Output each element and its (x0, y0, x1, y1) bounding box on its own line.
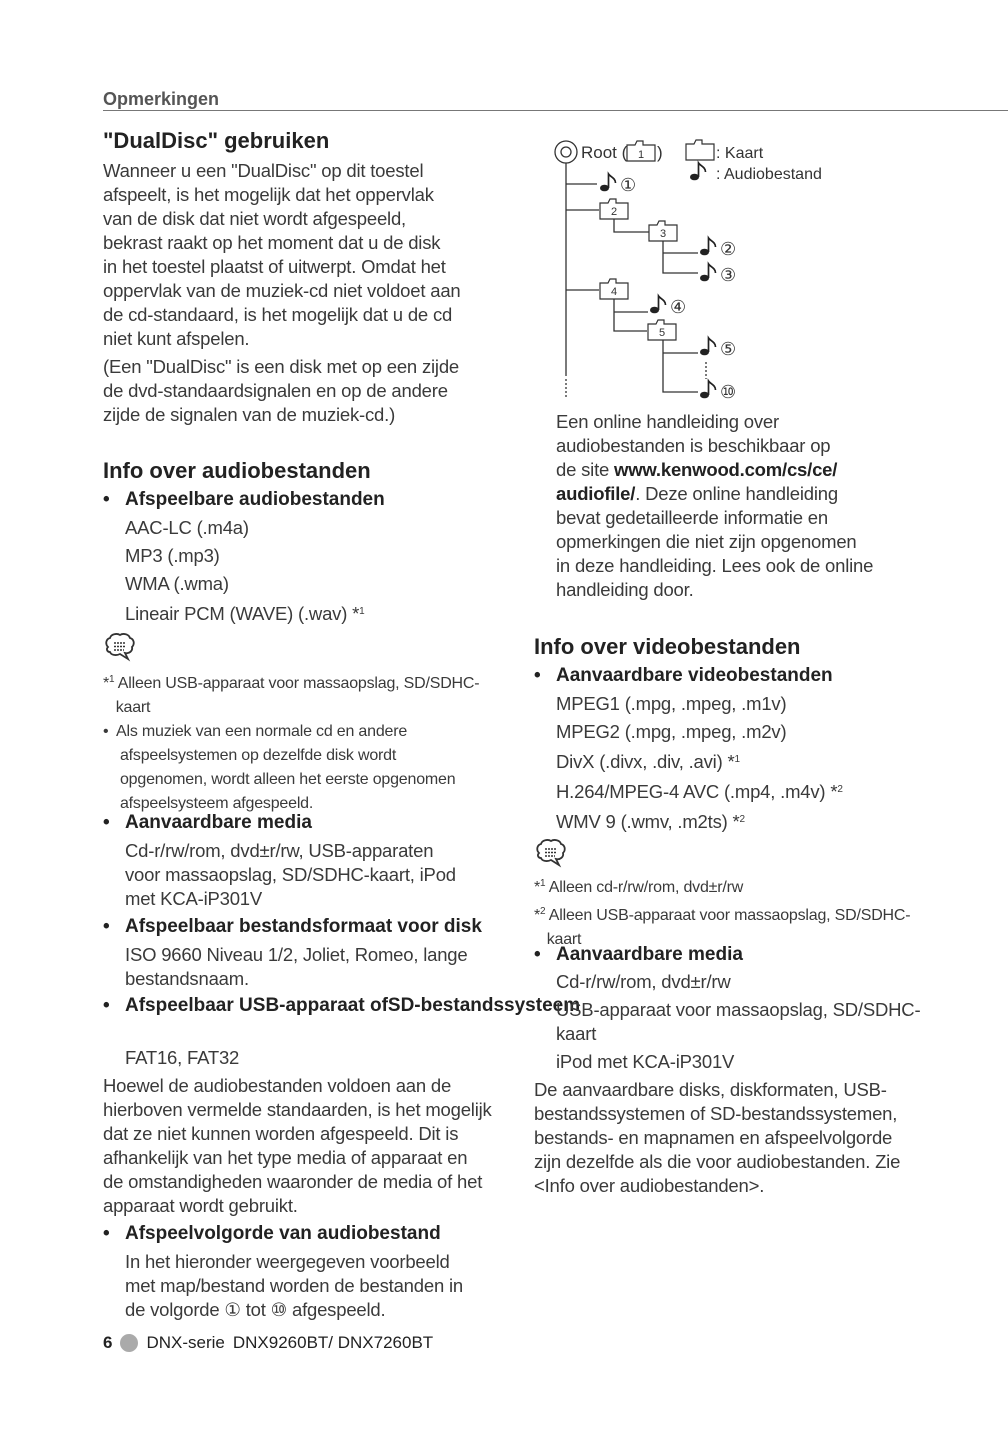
text-segment: DivX (.divx, .div, .avi) * (556, 751, 735, 772)
page-number: 6 (103, 1333, 113, 1352)
video-media-line3 (556, 1050, 734, 1074)
text-line: oppervlak van de muziek-cd niet voldoet aan (103, 280, 461, 301)
video-format-list (556, 690, 843, 836)
bold-text: www.kenwood.com/cs/ce/ (614, 459, 838, 480)
text-segment: * (534, 907, 541, 924)
bullet-label: Afspeelvolgorde van audiobestand (125, 1223, 441, 1244)
footnote-marker: 1 (109, 674, 115, 685)
text-segment: WMV 9 (.wmv, .m2ts) * (556, 811, 740, 832)
bullet-label (103, 995, 581, 1016)
text-line (556, 746, 843, 776)
footnote-marker: 2 (739, 814, 745, 825)
text-segment: * (103, 675, 110, 692)
tree-file-label: ② (720, 239, 737, 259)
usb-filesystem-text (125, 1046, 239, 1070)
text-line: MPEG2 (.mpg, .mpeg, .m2v) (556, 721, 787, 742)
footnote-marker: 2 (837, 784, 843, 795)
section-header: Opmerkingen (103, 89, 220, 109)
text-line: FAT16, FAT32 (125, 1047, 240, 1068)
tree-folder-label: 1 (637, 149, 645, 161)
legend-folder-icon (686, 140, 714, 160)
text-line: Hoewel de audiobestanden voldoen aan de (103, 1075, 452, 1096)
text-line: bestands- en mapnamen en afspeelvolgorde (534, 1127, 893, 1148)
text-line: de volgorde ① tot ⑩ afgespeeld. (125, 1299, 386, 1320)
footer-circle-icon (120, 1334, 138, 1352)
footer-models: DNX9260BT/ DNX7260BT (232, 1333, 434, 1352)
text-line: de cd-standaard, is het mogelijk dat u de cd (103, 304, 453, 325)
text-line (103, 668, 479, 696)
video-compatibility-paragraph (534, 1078, 900, 1198)
text-line (534, 872, 910, 900)
bullet-playback-order: • Afspeelvolgorde van audiobestand (103, 1223, 441, 1244)
tree-folder-label: 4 (610, 286, 618, 298)
bullet-label: Afspeelbaar bestandsformaat voor disk (125, 916, 482, 937)
bullet-video-media: • Aanvaardbare media (534, 944, 743, 965)
heading-dualdisc: "DualDisc" gebruiken (103, 128, 330, 153)
text-line (556, 806, 843, 836)
text-line: WMA (.wma) (125, 573, 229, 594)
text-line: Een online handleiding over (556, 411, 779, 432)
bullet-label: Aanvaardbare media (556, 944, 743, 965)
footnote-marker: 2 (540, 906, 546, 917)
heading-audio-info: Info over audiobestanden (103, 458, 371, 483)
text-line: MPEG1 (.mpg, .mpeg, .m1v) (556, 693, 787, 714)
text-line: bestandssystemen of SD-bestandssystemen, (534, 1103, 898, 1124)
text-line: kaart (534, 931, 582, 948)
text-line (556, 776, 843, 806)
video-notes (534, 872, 910, 952)
text-line: Cd-r/rw/rom, dvd±r/rw (556, 971, 731, 992)
text-line: MP3 (.mp3) (125, 545, 220, 566)
legend-file-label: : Audiobestand (716, 166, 822, 183)
text-line: zijn dezelfde als die voor audiobestanden. Zie (534, 1151, 901, 1172)
tree-folder-label: 3 (659, 228, 667, 240)
tree-root-close: ) (657, 143, 663, 162)
legend-file-icon (690, 163, 706, 180)
text-line: zijde de signalen van de muziek-cd.) (103, 404, 396, 425)
bullet-label: Afspeelbare audiobestanden (125, 489, 385, 510)
text-line: afspeelsysteem afgespeeld. (103, 795, 314, 812)
text-segment: . Deze online handleiding (635, 483, 838, 504)
text-line: hierboven vermelde standaarden, is het mogelijk (103, 1099, 492, 1120)
text-line: kaart (103, 699, 151, 716)
text-line (125, 598, 364, 628)
text-line: bestandsnaam. (125, 968, 249, 989)
note-speech-icon (103, 632, 137, 664)
audio-compatibility-paragraph (103, 1074, 492, 1218)
note-speech-icon (534, 838, 568, 870)
bullet-disk-format: • Afspeelbaar bestandsformaat voor disk (103, 916, 482, 937)
footnote-marker: 1 (540, 878, 546, 889)
tree-file-label: ③ (720, 265, 737, 285)
text-line: audiobestanden is beschikbaar op (556, 435, 831, 456)
text-line: Wanneer u een "DualDisc" op dit toestel (103, 160, 424, 181)
text-line: USB-apparaat voor massaopslag, SD/SDHC- (556, 999, 921, 1020)
text-line: AAC-LC (.m4a) (125, 517, 249, 538)
text-line: de dvd-standaardsignalen en op de andere (103, 380, 448, 401)
text-line: In het hieronder weergegeven voorbeeld (125, 1251, 450, 1272)
bullet-usb-filesystem: • Afspeelbaar USB-apparaat ofSD-bestandssysteem (103, 995, 581, 1016)
text-line: niet kunt afspelen. (103, 328, 250, 349)
text-line: iPod met KCA-iP301V (556, 1051, 735, 1072)
disk-format-text (125, 943, 467, 991)
text-line (556, 482, 873, 506)
audio-format-list (125, 514, 364, 628)
text-line: Afspeelbaar USB-apparaat of (125, 995, 388, 1016)
text-line: met KCA-iP301V (125, 888, 263, 909)
text-segment: Lineair PCM (WAVE) (.wav) * (125, 603, 360, 624)
bullet-video-files: • Aanvaardbare videobestanden (534, 665, 833, 686)
text-line: van de disk dat niet wordt afgespeeld, (103, 208, 406, 229)
bold-text: audiofile/ (556, 483, 636, 504)
text-line: <Info over audiobestanden>. (534, 1175, 765, 1196)
online-manual-paragraph (556, 410, 873, 602)
text-segment: de site (556, 459, 615, 480)
tree-file-label: ① (620, 175, 637, 195)
text-segment: H.264/MPEG-4 AVC (.mp4, .m4v) * (556, 781, 838, 802)
text-line: opmerkingen die niet zijn opgenomen (556, 531, 857, 552)
video-media-line2 (556, 998, 920, 1046)
text-line: De aanvaardbare disks, diskformaten, USB- (534, 1079, 887, 1100)
tree-file-label: ④ (670, 297, 687, 317)
text-line: afhankelijk van het type media of apparaat en (103, 1147, 468, 1168)
bullet-label: Aanvaardbare videobestanden (556, 665, 833, 686)
text-line: bevat gedetailleerde informatie en (556, 507, 828, 528)
text-line (534, 900, 910, 928)
text-segment: * (534, 879, 541, 896)
bullet-playable-audio: • Afspeelbare audiobestanden (103, 489, 385, 510)
tree-folder-label: 2 (610, 206, 618, 218)
tree-folder-label: 5 (658, 327, 666, 339)
playback-order-text (125, 1250, 463, 1322)
dualdisc-paragraph (103, 159, 461, 351)
heading-video-info: Info over videobestanden (534, 634, 801, 659)
text-line: apparaat wordt gebruikt. (103, 1195, 298, 1216)
text-line: kaart (556, 1023, 597, 1044)
text-line: ISO 9660 Niveau 1/2, Joliet, Romeo, lange (125, 944, 468, 965)
audio-notes (103, 668, 479, 816)
header-rule (103, 110, 1008, 111)
text-segment: Alleen cd-r/rw/rom, dvd±r/rw (545, 879, 744, 896)
text-line: in het toestel plaatst of uitwerpt. Omdat het (103, 256, 446, 277)
page-footer (103, 1333, 433, 1353)
video-media-line1 (556, 970, 731, 994)
tree-root-label: Root ( (581, 143, 628, 162)
text-line: in deze handleiding. Lees ook de online (556, 555, 874, 576)
text-line: afspeelt, is het mogelijk dat het oppervlak (103, 184, 434, 205)
text-line: opgenomen, wordt alleen het eerste opgenomen (103, 771, 456, 788)
folder-tree-diagram (540, 130, 860, 405)
text-line: • Als muziek van een normale cd en andere (103, 723, 408, 740)
text-line: bekrast raakt op het moment dat u de disk (103, 232, 441, 253)
tree-file-label: ⑩ (720, 382, 737, 402)
text-line: afspeelsystemen op dezelfde disk wordt (103, 747, 397, 764)
text-line: dat ze niet kunnen worden afgespeeld. Dit is (103, 1123, 459, 1144)
footnote-marker: 1 (359, 606, 365, 617)
bullet-label: Aanvaardbare media (125, 812, 312, 833)
text-line (556, 458, 873, 482)
text-segment: Alleen USB-apparaat voor massaopslag, SD/SDHC- (114, 675, 480, 692)
text-line: handleiding door. (556, 579, 694, 600)
text-segment: Alleen USB-apparaat voor massaopslag, SD/SDHC- (545, 907, 911, 924)
tree-file-label: ⑤ (720, 339, 737, 359)
footer-series: DNX-serie (146, 1333, 225, 1352)
text-line: Cd-r/rw/rom, dvd±r/rw, USB-apparaten (125, 840, 434, 861)
text-line: met map/bestand worden de bestanden in (125, 1275, 463, 1296)
dualdisc-note-paragraph (103, 355, 459, 427)
footnote-marker: 1 (734, 754, 740, 765)
acceptable-media-text (125, 839, 456, 911)
text-line: voor massaopslag, SD/SDHC-kaart, iPod (125, 864, 456, 885)
text-line: (Een "DualDisc" is een disk met op een zijde (103, 356, 460, 377)
text-line: de omstandigheden waaronder de media of het (103, 1171, 483, 1192)
bullet-acceptable-media: • Aanvaardbare media (103, 812, 312, 833)
legend-folder-label: : Kaart (716, 145, 764, 162)
text-line: SD-bestandssysteem (387, 995, 581, 1016)
